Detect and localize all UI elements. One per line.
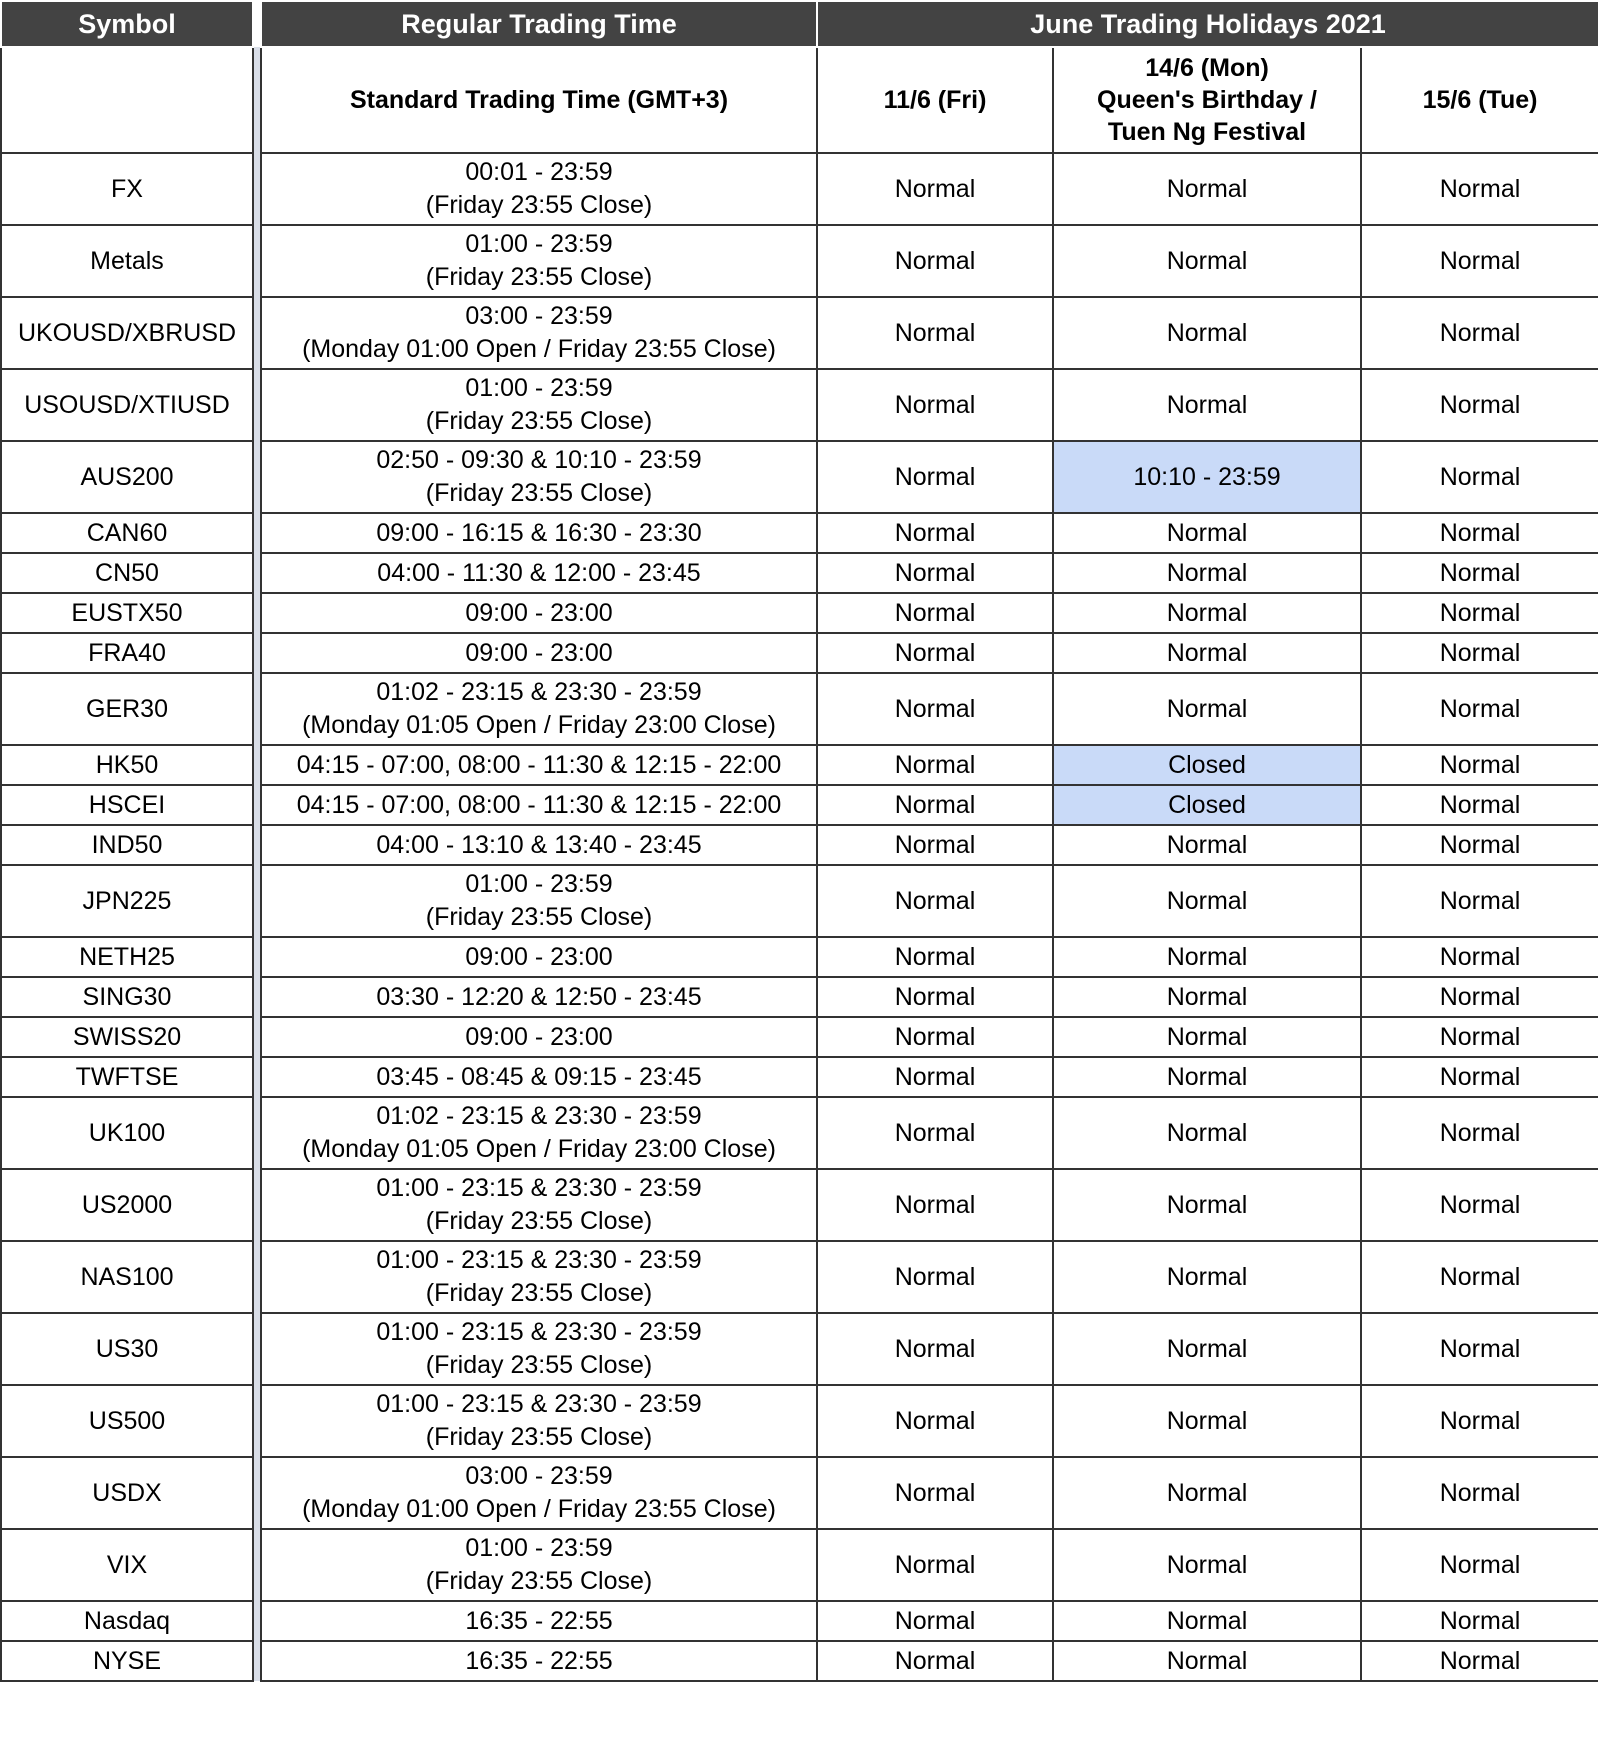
day1-status-cell: Normal — [817, 553, 1053, 593]
symbol-cell: AUS200 — [1, 441, 253, 513]
day2-status-cell: Normal — [1053, 1641, 1361, 1681]
day3-status-cell: Normal — [1361, 225, 1598, 297]
trading-time-line1: 09:00 - 23:00 — [465, 942, 613, 971]
day1-status-cell: Normal — [817, 1601, 1053, 1641]
day1-status-cell: Normal — [817, 441, 1053, 513]
column-gap — [253, 785, 261, 825]
day3-status-cell: Normal — [1361, 825, 1598, 865]
day1-status-cell: Normal — [817, 825, 1053, 865]
symbol-cell: VIX — [1, 1529, 253, 1601]
trading-time-line1: 01:00 - 23:59 — [465, 374, 613, 402]
day2-status-cell: Normal — [1053, 1601, 1361, 1641]
symbol-cell: TWFTSE — [1, 1057, 253, 1097]
trading-time-cell — [261, 225, 817, 297]
day2-status-cell: Normal — [1053, 937, 1361, 977]
symbol-cell: Metals — [1, 225, 253, 297]
symbol-cell: US2000 — [1, 1169, 253, 1241]
table-row — [1, 1385, 1598, 1457]
header-day2-line2: Queen's Birthday / — [1097, 86, 1317, 114]
day1-status-cell: Normal — [817, 865, 1053, 937]
column-gap — [253, 225, 261, 297]
table-row — [1, 745, 1598, 785]
day2-status-cell: Normal — [1053, 553, 1361, 593]
day3-status-cell: Normal — [1361, 1529, 1598, 1601]
column-gap — [253, 977, 261, 1017]
table-row — [1, 977, 1598, 1017]
day1-status-cell: Normal — [817, 1097, 1053, 1169]
day3-status-cell: Normal — [1361, 977, 1598, 1017]
day1-status-cell: Normal — [817, 153, 1053, 225]
day1-status-cell: Normal — [817, 1169, 1053, 1241]
day3-status-cell: Normal — [1361, 865, 1598, 937]
day1-status-cell: Normal — [817, 593, 1053, 633]
day1-status-cell: Normal — [817, 785, 1053, 825]
trading-time-line1: 04:15 - 07:00, 08:00 - 11:30 & 12:15 - 22:00 — [296, 750, 782, 779]
header-row-top — [1, 1, 1598, 47]
trading-time-cell — [261, 1241, 817, 1313]
day3-status-cell: Normal — [1361, 513, 1598, 553]
column-gap — [253, 1457, 261, 1529]
day3-status-cell: Normal — [1361, 1017, 1598, 1057]
trading-time-line2: (Monday 01:05 Open / Friday 23:00 Close) — [302, 711, 776, 739]
trading-time-line1: 04:15 - 07:00, 08:00 - 11:30 & 12:15 - 22:00 — [296, 790, 782, 819]
column-gap — [253, 937, 261, 977]
day1-status-cell: Normal — [817, 937, 1053, 977]
symbol-cell: EUSTX50 — [1, 593, 253, 633]
day1-status-cell: Normal — [817, 1529, 1053, 1601]
trading-time-line1: 16:35 - 22:55 — [465, 1646, 613, 1675]
trading-time-cell — [261, 553, 817, 593]
day1-status-cell: Normal — [817, 297, 1053, 369]
trading-time-line1: 03:45 - 08:45 & 09:15 - 23:45 — [376, 1062, 702, 1091]
day2-status-cell: Normal — [1053, 1017, 1361, 1057]
day3-status-cell: Normal — [1361, 785, 1598, 825]
day3-status-cell: Normal — [1361, 153, 1598, 225]
trading-time-line2: (Friday 23:55 Close) — [425, 191, 653, 219]
day2-status-cell: Normal — [1053, 513, 1361, 553]
header-day2-line3: Tuen Ng Festival — [1107, 118, 1307, 146]
column-gap — [253, 1313, 261, 1385]
symbol-cell: UK100 — [1, 1097, 253, 1169]
day1-status-cell: Normal — [817, 633, 1053, 673]
trading-time-line2: (Friday 23:55 Close) — [425, 407, 653, 435]
symbol-cell: SING30 — [1, 977, 253, 1017]
day1-status-cell: Normal — [817, 1313, 1053, 1385]
table-row — [1, 1057, 1598, 1097]
trading-time-line1: 09:00 - 16:15 & 16:30 - 23:30 — [376, 518, 702, 547]
day3-status-cell: Normal — [1361, 1601, 1598, 1641]
trading-time-cell — [261, 937, 817, 977]
column-gap — [253, 745, 261, 785]
trading-time-line1: 01:00 - 23:59 — [465, 230, 613, 258]
column-gap — [253, 1601, 261, 1641]
header-day2-line1: 14/6 (Mon) — [1145, 54, 1269, 82]
symbol-cell: NETH25 — [1, 937, 253, 977]
day3-status-cell: Normal — [1361, 441, 1598, 513]
trading-time-line1: 01:02 - 23:15 & 23:30 - 23:59 — [376, 1102, 702, 1130]
day3-status-cell: Normal — [1361, 1313, 1598, 1385]
header-symbol-blank — [1, 47, 253, 153]
day2-status-cell: Closed — [1053, 745, 1361, 785]
day2-status-cell: Normal — [1053, 593, 1361, 633]
trading-time-line1: 01:00 - 23:15 & 23:30 - 23:59 — [376, 1390, 702, 1418]
trading-time-line2: (Friday 23:55 Close) — [425, 1207, 653, 1235]
day2-status-cell: Normal — [1053, 633, 1361, 673]
column-gap — [253, 1097, 261, 1169]
day2-status-cell: Normal — [1053, 977, 1361, 1017]
day2-status-cell: Normal — [1053, 865, 1361, 937]
trading-time-cell — [261, 977, 817, 1017]
table-row — [1, 297, 1598, 369]
column-gap — [253, 153, 261, 225]
trading-time-line1: 01:00 - 23:59 — [465, 1534, 613, 1562]
trading-time-cell — [261, 865, 817, 937]
column-gap — [253, 1, 261, 47]
table-row — [1, 1017, 1598, 1057]
day1-status-cell: Normal — [817, 513, 1053, 553]
table-row — [1, 441, 1598, 513]
trading-time-cell — [261, 1457, 817, 1529]
trading-time-cell — [261, 825, 817, 865]
trading-time-line1: 01:00 - 23:59 — [465, 870, 613, 898]
trading-time-line1: 09:00 - 23:00 — [465, 638, 613, 667]
trading-time-cell — [261, 785, 817, 825]
trading-time-cell — [261, 1385, 817, 1457]
trading-time-line1: 16:35 - 22:55 — [465, 1606, 613, 1635]
day1-status-cell: Normal — [817, 977, 1053, 1017]
trading-time-line1: 04:00 - 13:10 & 13:40 - 23:45 — [376, 830, 702, 859]
column-gap — [253, 1529, 261, 1601]
table-row — [1, 1169, 1598, 1241]
trading-time-cell — [261, 1641, 817, 1681]
symbol-cell: SWISS20 — [1, 1017, 253, 1057]
day3-status-cell: Normal — [1361, 1641, 1598, 1681]
trading-time-cell — [261, 593, 817, 633]
day2-status-cell: Normal — [1053, 1313, 1361, 1385]
day2-status-cell: Normal — [1053, 225, 1361, 297]
symbol-cell: FRA40 — [1, 633, 253, 673]
table-row — [1, 1097, 1598, 1169]
day2-status-cell: Normal — [1053, 1169, 1361, 1241]
trading-time-cell — [261, 1529, 817, 1601]
trading-time-cell — [261, 1017, 817, 1057]
day2-status-cell: Normal — [1053, 1057, 1361, 1097]
trading-time-line1: 09:00 - 23:00 — [465, 598, 613, 627]
table-row — [1, 1457, 1598, 1529]
column-gap — [253, 1241, 261, 1313]
day2-status-cell: Normal — [1053, 1457, 1361, 1529]
day1-status-cell: Normal — [817, 673, 1053, 745]
day3-status-cell: Normal — [1361, 593, 1598, 633]
trading-time-cell — [261, 441, 817, 513]
trading-time-line2: (Monday 01:05 Open / Friday 23:00 Close) — [302, 1135, 776, 1163]
trading-time-line1: 01:02 - 23:15 & 23:30 - 23:59 — [376, 678, 702, 706]
column-gap — [253, 1057, 261, 1097]
day1-status-cell: Normal — [817, 1641, 1053, 1681]
day3-status-cell: Normal — [1361, 673, 1598, 745]
trading-time-cell — [261, 153, 817, 225]
day3-status-cell: Normal — [1361, 1241, 1598, 1313]
symbol-cell: IND50 — [1, 825, 253, 865]
day3-status-cell: Normal — [1361, 1385, 1598, 1457]
trading-time-line1: 01:00 - 23:15 & 23:30 - 23:59 — [376, 1318, 702, 1346]
trading-time-line1: 01:00 - 23:15 & 23:30 - 23:59 — [376, 1174, 702, 1202]
day1-status-cell: Normal — [817, 225, 1053, 297]
column-gap — [253, 825, 261, 865]
trading-time-line2: (Monday 01:00 Open / Friday 23:55 Close) — [302, 1495, 776, 1523]
column-gap — [253, 1641, 261, 1681]
day2-status-cell: Normal — [1053, 369, 1361, 441]
day2-status-cell: Normal — [1053, 297, 1361, 369]
trading-time-line2: (Friday 23:55 Close) — [425, 903, 653, 931]
day2-status-cell: Normal — [1053, 1241, 1361, 1313]
table-row — [1, 153, 1598, 225]
trading-time-cell — [261, 513, 817, 553]
trading-time-cell — [261, 633, 817, 673]
column-gap — [253, 593, 261, 633]
column-gap — [253, 441, 261, 513]
header-day1: 11/6 (Fri) — [817, 47, 1053, 153]
trading-time-line2: (Friday 23:55 Close) — [425, 479, 653, 507]
symbol-cell: USDX — [1, 1457, 253, 1529]
day3-status-cell: Normal — [1361, 1057, 1598, 1097]
symbol-cell: UKOUSD/XBRUSD — [1, 297, 253, 369]
trading-time-line1: 03:30 - 12:20 & 12:50 - 23:45 — [376, 982, 702, 1011]
day2-status-cell: Closed — [1053, 785, 1361, 825]
symbol-cell: US500 — [1, 1385, 253, 1457]
table-row — [1, 1313, 1598, 1385]
symbol-cell: HK50 — [1, 745, 253, 785]
table-row — [1, 865, 1598, 937]
table-row — [1, 633, 1598, 673]
trading-time-cell — [261, 1169, 817, 1241]
day3-status-cell: Normal — [1361, 633, 1598, 673]
symbol-cell: CN50 — [1, 553, 253, 593]
table-row — [1, 225, 1598, 297]
day3-status-cell: Normal — [1361, 553, 1598, 593]
trading-time-line2: (Friday 23:55 Close) — [425, 1423, 653, 1451]
day3-status-cell: Normal — [1361, 1097, 1598, 1169]
day2-status-cell: Normal — [1053, 825, 1361, 865]
table-body — [1, 153, 1598, 1681]
table-row — [1, 1241, 1598, 1313]
day2-status-cell: Normal — [1053, 673, 1361, 745]
trading-time-cell — [261, 297, 817, 369]
column-gap — [253, 297, 261, 369]
column-gap — [253, 633, 261, 673]
symbol-cell: USOUSD/XTIUSD — [1, 369, 253, 441]
day3-status-cell: Normal — [1361, 1169, 1598, 1241]
trading-time-cell — [261, 673, 817, 745]
column-gap — [253, 1169, 261, 1241]
symbol-cell: JPN225 — [1, 865, 253, 937]
trading-time-cell — [261, 745, 817, 785]
day3-status-cell: Normal — [1361, 745, 1598, 785]
column-gap — [253, 553, 261, 593]
trading-time-line2: (Friday 23:55 Close) — [425, 1567, 653, 1595]
trading-time-line2: (Friday 23:55 Close) — [425, 1279, 653, 1307]
day2-status-cell: Normal — [1053, 1529, 1361, 1601]
table-row — [1, 593, 1598, 633]
table-row — [1, 825, 1598, 865]
day3-status-cell: Normal — [1361, 369, 1598, 441]
symbol-cell: US30 — [1, 1313, 253, 1385]
trading-time-line1: 04:00 - 11:30 & 12:00 - 23:45 — [377, 558, 701, 587]
header-standard-time: Standard Trading Time (GMT+3) — [261, 47, 817, 153]
day3-status-cell: Normal — [1361, 937, 1598, 977]
trading-time-line2: (Monday 01:00 Open / Friday 23:55 Close) — [302, 335, 776, 363]
column-gap — [253, 47, 261, 153]
column-gap — [253, 1017, 261, 1057]
column-gap — [253, 369, 261, 441]
symbol-cell: NAS100 — [1, 1241, 253, 1313]
trading-time-cell — [261, 369, 817, 441]
trading-time-cell — [261, 1057, 817, 1097]
symbol-cell: Nasdaq — [1, 1601, 253, 1641]
header-day3: 15/6 (Tue) — [1361, 47, 1598, 153]
day3-status-cell: Normal — [1361, 297, 1598, 369]
day2-status-cell: 10:10 - 23:59 — [1053, 441, 1361, 513]
table-row — [1, 785, 1598, 825]
day2-status-cell: Normal — [1053, 1385, 1361, 1457]
table-row — [1, 553, 1598, 593]
trading-time-line1: 03:00 - 23:59 — [465, 302, 613, 330]
table-row — [1, 937, 1598, 977]
trading-time-line1: 02:50 - 09:30 & 10:10 - 23:59 — [376, 446, 702, 474]
header-regular-trading-time: Regular Trading Time — [261, 1, 817, 47]
column-gap — [253, 865, 261, 937]
symbol-cell: NYSE — [1, 1641, 253, 1681]
day1-status-cell: Normal — [817, 1385, 1053, 1457]
header-holidays-title: June Trading Holidays 2021 — [817, 1, 1598, 47]
column-gap — [253, 1385, 261, 1457]
table-row — [1, 1529, 1598, 1601]
table-row — [1, 369, 1598, 441]
table-row — [1, 513, 1598, 553]
symbol-cell: CAN60 — [1, 513, 253, 553]
day1-status-cell: Normal — [817, 745, 1053, 785]
trading-time-line2: (Friday 23:55 Close) — [425, 263, 653, 291]
symbol-cell: GER30 — [1, 673, 253, 745]
symbol-cell: HSCEI — [1, 785, 253, 825]
day1-status-cell: Normal — [817, 1457, 1053, 1529]
day2-status-cell: Normal — [1053, 1097, 1361, 1169]
day3-status-cell: Normal — [1361, 1457, 1598, 1529]
column-gap — [253, 513, 261, 553]
day1-status-cell: Normal — [817, 1017, 1053, 1057]
table-row — [1, 1601, 1598, 1641]
day1-status-cell: Normal — [817, 369, 1053, 441]
trading-time-cell — [261, 1313, 817, 1385]
trading-time-line1: 01:00 - 23:15 & 23:30 - 23:59 — [376, 1246, 702, 1274]
trading-time-cell — [261, 1601, 817, 1641]
trading-time-line1: 00:01 - 23:59 — [465, 158, 613, 186]
column-gap — [253, 673, 261, 745]
symbol-cell: FX — [1, 153, 253, 225]
header-row-sub — [1, 47, 1598, 153]
trading-time-line1: 03:00 - 23:59 — [465, 1462, 613, 1490]
day1-status-cell: Normal — [817, 1057, 1053, 1097]
trading-time-cell — [261, 1097, 817, 1169]
header-symbol: Symbol — [1, 1, 253, 47]
trading-time-line1: 09:00 - 23:00 — [465, 1022, 613, 1051]
trading-time-line2: (Friday 23:55 Close) — [425, 1351, 653, 1379]
header-day2 — [1053, 47, 1361, 153]
day1-status-cell: Normal — [817, 1241, 1053, 1313]
day2-status-cell: Normal — [1053, 153, 1361, 225]
table-row — [1, 1641, 1598, 1681]
table-row — [1, 673, 1598, 745]
